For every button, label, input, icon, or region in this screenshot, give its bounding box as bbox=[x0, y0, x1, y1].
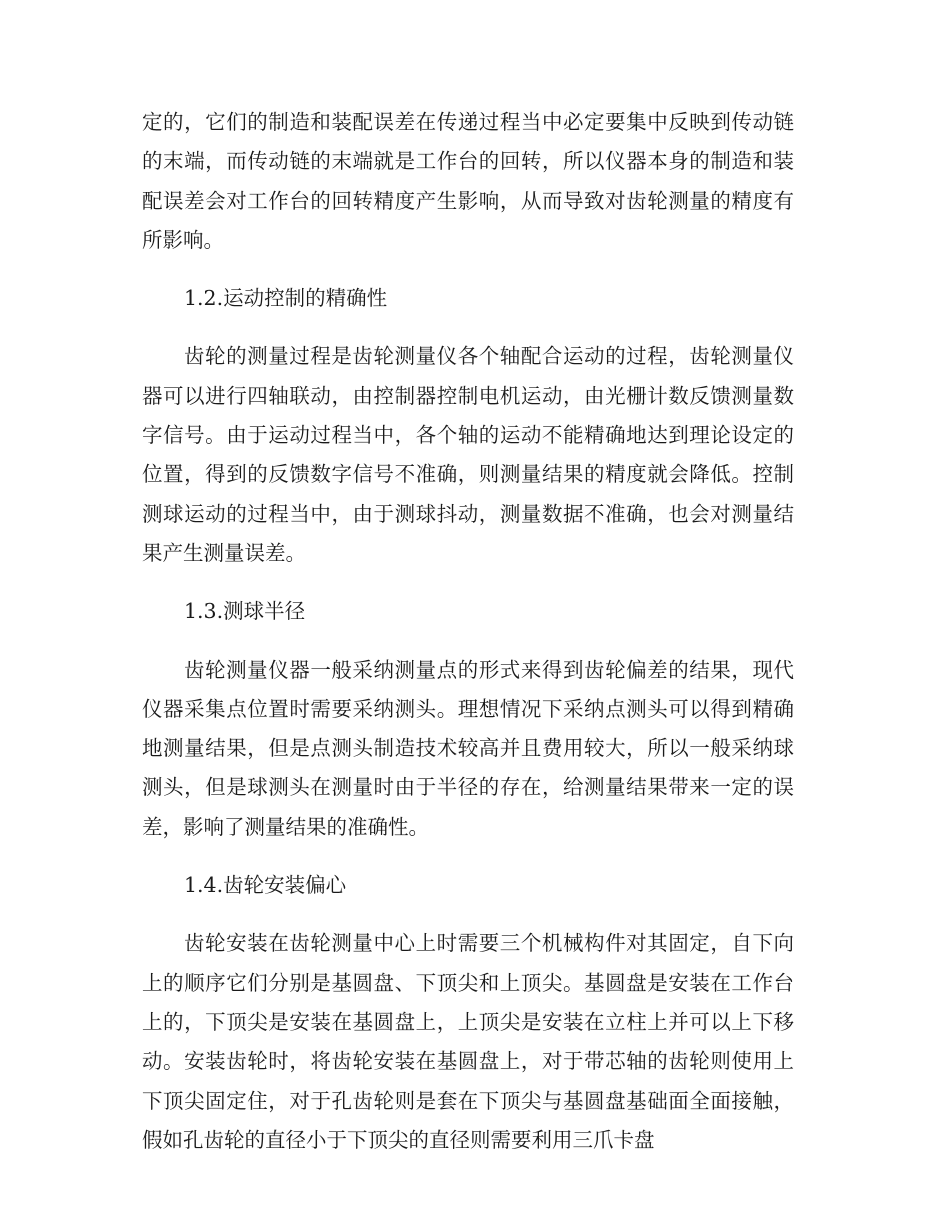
paragraph-probe-radius: 齿轮测量仪器一般采纳测量点的形式来得到齿轮偏差的结果，现代仪器采集点位置时需要采纳测头。理想情况下采纳点测头可以得到精确地测量结果，但是点测头制造技术较高并且费用较大，所以一般采纳球测头，但是球测头在测量时由于半径的存在，给测量结果带来一定的误差，影响了测量结果的准确性。 bbox=[142, 657, 794, 839]
document-body bbox=[142, 103, 794, 1179]
section-heading-1-3: 1.3.测球半径 bbox=[184, 599, 306, 624]
paragraph-motion-control: 齿轮的测量过程是齿轮测量仪各个轴配合运动的过程，齿轮测量仪器可以进行四轴联动，由控制器控制电机运动，由光栅计数反馈测量数字信号。由于运动过程当中，各个轴的运动不能精确地达到理论设定的位置，得到的反馈数字信号不准确，则测量结果的精度就会降低。控制测球运动的过程当中，由于测球抖动，测量数据不准确，也会对测量结果产生测量误差。 bbox=[142, 344, 794, 565]
paragraph-gear-eccentricity: 齿轮安装在齿轮测量中心上时需要三个机械构件对其固定，自下向上的顺序它们分别是基圆盘、下顶尖和上顶尖。基圆盘是安装在工作台上的，下顶尖是安装在基圆盘上，上顶尖是安装在立柱上并可以上下移动。安装齿轮时，将齿轮安装在基圆盘上，对于带芯轴的齿轮则使用上下顶尖固定住，对于孔齿轮则是套在下顶尖与基圆盘基础面全面接触，假如孔齿轮的直径小于下顶尖的直径则需要利用三爪卡盘 bbox=[142, 931, 794, 1152]
section-heading-1-2: 1.2.运动控制的精确性 bbox=[184, 286, 388, 311]
section-heading-1-4: 1.4.齿轮安装偏心 bbox=[184, 873, 347, 898]
paragraph-continuation: 定的，它们的制造和装配误差在传递过程当中必定要集中反映到传动链的末端，而传动链的末端就是工作台的回转，所以仪器本身的制造和装配误差会对工作台的回转精度产生影响，从而导致对齿轮测量的精度有所影响。 bbox=[142, 110, 794, 252]
